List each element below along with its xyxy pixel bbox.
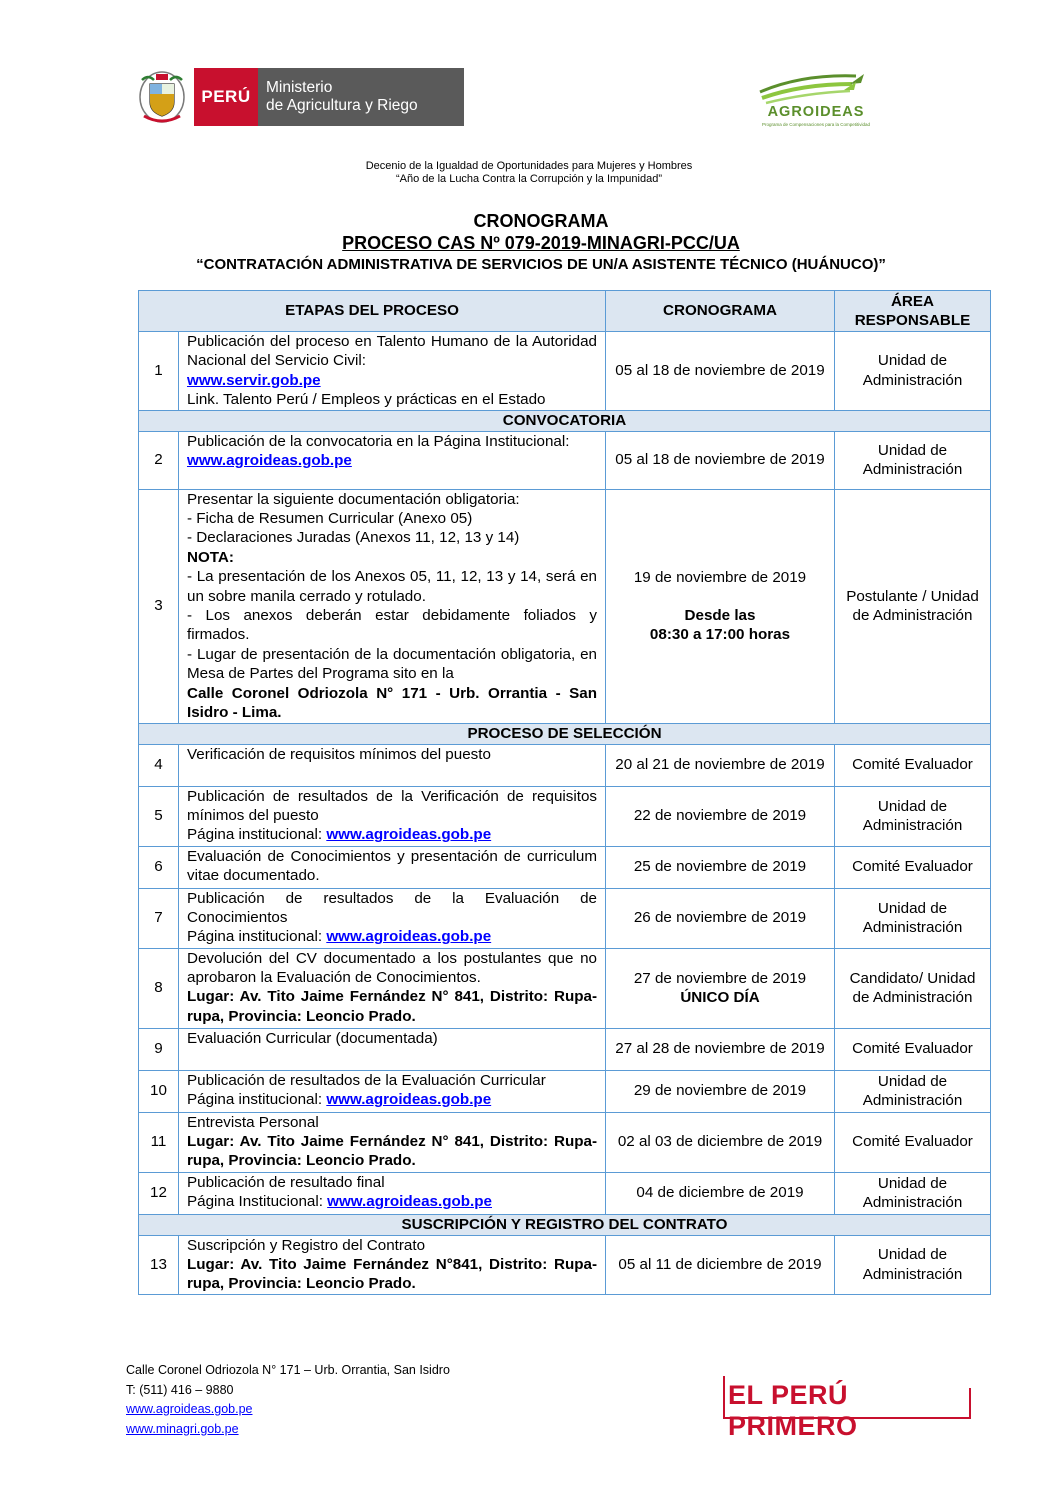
footer-agroideas-link[interactable]: www.agroideas.gob.pe <box>126 1402 253 1416</box>
footer-phone: T: (511) 416 – 9880 <box>126 1382 234 1397</box>
row-stage: Evaluación Curricular (documentada) <box>179 1028 606 1070</box>
row-date: 05 al 18 de noviembre de 2019 <box>606 431 835 489</box>
agroideas-tagline: Programa de Compensaciones para la Competitividad <box>761 122 871 127</box>
row-area: Unidad de Administración <box>835 786 991 846</box>
row-date <box>606 489 835 723</box>
row-stage <box>179 1070 606 1112</box>
row-stage <box>179 489 606 723</box>
ministry-name <box>258 68 464 126</box>
agroideas-swoosh-icon <box>756 72 876 106</box>
section-row <box>139 410 991 431</box>
row-stage <box>179 786 606 846</box>
row-number: 13 <box>139 1235 179 1294</box>
row-stage <box>179 431 606 489</box>
row-area: Comité Evaluador <box>835 846 991 888</box>
slogan-text: EL PERÚ PRIMERO <box>728 1380 858 1441</box>
table-row <box>139 1172 991 1214</box>
table-row <box>139 786 991 846</box>
stage-text: Suscripción y Registro del Contrato <box>187 1236 426 1254</box>
anio-line: “Año de la Lucha Contra la Corrupción y la Impunidad” <box>396 173 662 185</box>
row-area: Unidad de Administración <box>835 332 991 411</box>
row-number: 12 <box>139 1172 179 1214</box>
row-number: 10 <box>139 1070 179 1112</box>
stage-nota: NOTA: <box>187 548 234 566</box>
row-area: Unidad de Administración <box>835 888 991 948</box>
stage-page-label: Página institucional: <box>187 1091 327 1109</box>
row-date: 04 de diciembre de 2019 <box>606 1172 835 1214</box>
stage-text: Publicación de resultados de la Evaluación de Conocimientos <box>187 889 597 927</box>
agroideas-name: AGROIDEAS <box>767 104 865 120</box>
stage-address: Calle Coronel Odriozola N° 171 - Urb. Orrantia - San Isidro - Lima. <box>187 684 597 722</box>
stage-page-label: Página Institucional: <box>187 1193 328 1211</box>
stage-page-label: Página institucional: <box>187 826 327 844</box>
row-date: 26 de noviembre de 2019 <box>606 888 835 948</box>
table-row <box>139 489 991 723</box>
row-number: 2 <box>139 431 179 489</box>
stage-note-3: - Lugar de presentación de la documentación obligatoria, en Mesa de Partes del Programa sito en la <box>187 645 597 683</box>
table-row <box>139 1235 991 1294</box>
row-area: Unidad de Administración <box>835 1235 991 1294</box>
document-title <box>0 210 1058 274</box>
row-number: 5 <box>139 786 179 846</box>
stage-text: Publicación de resultados de la Verificación de requisitos mínimos del puesto <box>187 787 597 825</box>
el-peru-primero-logo <box>722 1374 972 1441</box>
stage-text: Publicación de resultados de la Evaluación Curricular <box>187 1071 546 1089</box>
date-hours: 08:30 a 17:00 horas <box>649 626 791 644</box>
section-row <box>139 723 991 744</box>
header-area <box>835 291 991 332</box>
date-text: 19 de noviembre de 2019 <box>633 568 807 586</box>
decenio-line: Decenio de la Igualdad de Oportunidades para Mujeres y Hombres <box>365 160 693 172</box>
row-number: 9 <box>139 1028 179 1070</box>
section-suscripcion: SUSCRIPCIÓN Y REGISTRO DEL CONTRATO <box>139 1214 991 1235</box>
row-date: 29 de noviembre de 2019 <box>606 1070 835 1112</box>
table-row <box>139 744 991 786</box>
title-line-3: “CONTRATACIÓN ADMINISTRATIVA DE SERVICIOS DE UN/A ASISTENTE TÉCNICO (HUÁNUCO)” <box>196 256 886 273</box>
agroideas-link[interactable]: www.agroideas.gob.pe <box>326 928 492 946</box>
title-line-1: CRONOGRAMA <box>473 211 609 231</box>
row-stage <box>179 1112 606 1172</box>
footer-address: Calle Coronel Odriozola N° 171 – Urb. Orrantia, San Isidro <box>126 1363 450 1377</box>
row-area: Postulante / Unidad de Administración <box>835 489 991 723</box>
schedule-table <box>138 290 991 1295</box>
row-number: 4 <box>139 744 179 786</box>
row-stage <box>179 1172 606 1214</box>
row-number: 3 <box>139 489 179 723</box>
row-stage: Evaluación de Conocimientos y presentación de curriculum vitae documentado. <box>179 846 606 888</box>
row-number: 6 <box>139 846 179 888</box>
row-number: 11 <box>139 1112 179 1172</box>
header-stage: ETAPAS DEL PROCESO <box>139 291 606 332</box>
stage-page-label: Página institucional: <box>187 928 327 946</box>
ministry-line-2: de Agricultura y Riego <box>266 97 418 114</box>
title-line-2: PROCESO CAS Nº 079-2019-MINAGRI-PCC/UA <box>342 233 740 253</box>
row-area: Unidad de Administración <box>835 1070 991 1112</box>
table-row <box>139 431 991 489</box>
table-row <box>139 846 991 888</box>
agroideas-link[interactable]: www.agroideas.gob.pe <box>326 826 492 844</box>
row-area: Comité Evaluador <box>835 1028 991 1070</box>
table-row <box>139 1070 991 1112</box>
stage-text: Devolución del CV documentado a los postulantes que no aprobaron la Evaluación de Conocimientos. <box>187 949 597 987</box>
stage-address: Lugar: Av. Tito Jaime Fernández N°841, Distrito: Rupa-rupa, Provincia: Leoncio Prado. <box>187 1256 597 1293</box>
section-seleccion: PROCESO DE SELECCIÓN <box>139 723 991 744</box>
row-stage <box>179 888 606 948</box>
row-number: 7 <box>139 888 179 948</box>
stage-note-1: - La presentación de los Anexos 05, 11, 12, 13 y 14, será en un sobre manila cerrado y rotulado. <box>187 568 597 605</box>
date-from: Desde las <box>684 606 756 624</box>
section-convocatoria: CONVOCATORIA <box>139 410 991 431</box>
row-stage <box>179 948 606 1028</box>
footer-contact <box>126 1361 450 1439</box>
agroideas-logo <box>756 72 876 130</box>
header-area-line-1: ÁREA <box>890 293 935 310</box>
row-date: 05 al 18 de noviembre de 2019 <box>606 332 835 411</box>
decenio-text <box>0 160 1058 186</box>
stage-note-2: - Los anexos deberán estar debidamente foliados y firmados. <box>187 607 597 644</box>
coat-of-arms-icon <box>136 68 188 126</box>
table-row <box>139 888 991 948</box>
footer-minagri-link[interactable]: www.minagri.gob.pe <box>126 1421 239 1436</box>
row-date <box>606 948 835 1028</box>
minagri-logo <box>136 68 464 126</box>
row-stage <box>179 1235 606 1294</box>
stage-text: Entrevista Personal <box>187 1113 319 1131</box>
table-row <box>139 948 991 1028</box>
row-stage: Verificación de requisitos mínimos del puesto <box>179 744 606 786</box>
stage-item-1: - Ficha de Resumen Curricular (Anexo 05) <box>187 510 473 528</box>
stage-text: Publicación de la convocatoria en la Página Institucional: <box>187 432 570 450</box>
table-row <box>139 332 991 411</box>
agroideas-link[interactable]: www.agroideas.gob.pe <box>326 1091 492 1109</box>
header-area-line-2: RESPONSABLE <box>854 312 971 329</box>
row-area: Comité Evaluador <box>835 1112 991 1172</box>
stage-text: Publicación del proceso en Talento Humano de la Autoridad Nacional del Servicio Civil: <box>187 333 597 370</box>
peru-label: PERÚ <box>194 68 258 126</box>
row-number: 1 <box>139 332 179 411</box>
servir-link[interactable]: www.servir.gob.pe <box>187 371 321 389</box>
row-area: Unidad de Administración <box>835 431 991 489</box>
header-schedule: CRONOGRAMA <box>606 291 835 332</box>
table-header-row <box>139 291 991 332</box>
stage-text: Presentar la siguiente documentación obligatoria: <box>187 490 520 508</box>
table-row <box>139 1112 991 1172</box>
stage-text: Publicación de resultado final <box>187 1173 385 1191</box>
stage-text-2: Link. Talento Perú / Empleos y prácticas en el Estado <box>187 391 546 409</box>
row-date: 22 de noviembre de 2019 <box>606 786 835 846</box>
agroideas-link[interactable]: www.agroideas.gob.pe <box>327 1193 492 1211</box>
stage-address: Lugar: Av. Tito Jaime Fernández N° 841, Distrito: Rupa-rupa, Provincia: Leoncio Prado. <box>187 988 597 1025</box>
agroideas-link[interactable]: www.agroideas.gob.pe <box>187 452 352 470</box>
row-area: Candidato/ Unidad de Administración <box>835 948 991 1028</box>
stage-address: Lugar: Av. Tito Jaime Fernández N° 841, Distrito: Rupa-rupa, Provincia: Leoncio Prado. <box>187 1133 597 1170</box>
table-row <box>139 1028 991 1070</box>
row-date: 20 al 21 de noviembre de 2019 <box>606 744 835 786</box>
date-text: 27 de noviembre de 2019 <box>633 969 807 987</box>
row-date: 25 de noviembre de 2019 <box>606 846 835 888</box>
section-row <box>139 1214 991 1235</box>
stage-item-2: - Declaraciones Juradas (Anexos 11, 12, 13 y 14) <box>187 529 520 547</box>
row-date: 27 al 28 de noviembre de 2019 <box>606 1028 835 1070</box>
row-date: 05 al 11 de diciembre de 2019 <box>606 1235 835 1294</box>
date-single-day: ÚNICO DÍA <box>680 989 760 1007</box>
row-number: 8 <box>139 948 179 1028</box>
row-area: Unidad de Administración <box>835 1172 991 1214</box>
row-date: 02 al 03 de diciembre de 2019 <box>606 1112 835 1172</box>
row-area: Comité Evaluador <box>835 744 991 786</box>
ministry-line-1: Ministerio <box>266 79 333 96</box>
row-stage <box>179 332 606 411</box>
